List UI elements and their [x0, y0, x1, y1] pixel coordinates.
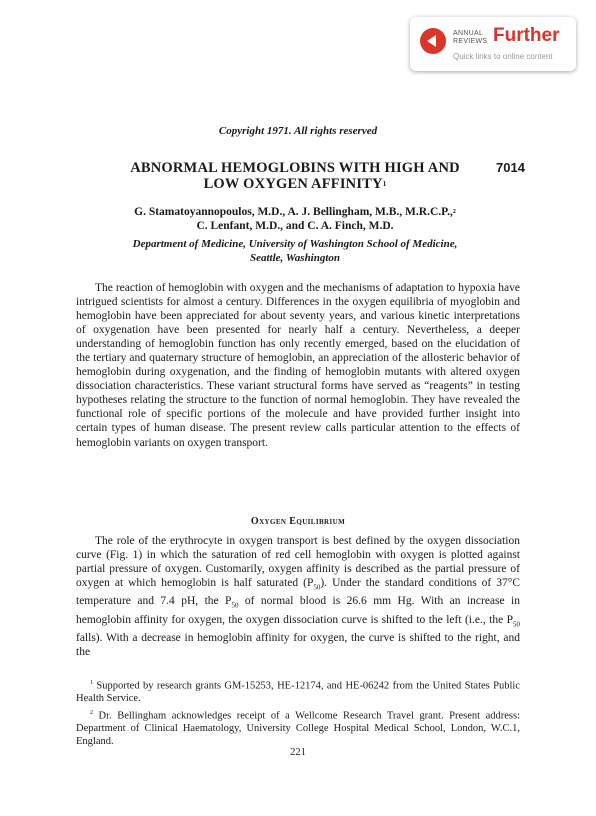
authors-line-2: C. Lenfant, M.D., and C. A. Finch, M.D.: [196, 220, 394, 232]
affiliation: [60, 237, 530, 265]
quick-links-text: Quick links to online content: [453, 52, 553, 61]
further-banner[interactable]: [410, 17, 576, 71]
oxygen-equilibrium-paragraph: [76, 534, 520, 659]
intro-paragraph: The reaction of hemoglobin with oxygen and the mechanisms of adaptation to hypoxia have intrigued scientists for almost a century. Differences in the oxygen equilibria of myoglobin and hemoglobin have been appreciated for about seventy years, and various kinetic interpretations of oxygenation have been presented for nearly half a century. Nevertheless, a deeper understanding of hemoglobin function has only recently emerged, based on the elucidation of the tertiary and quaternary structure of hemoglobin, an appreciation of the allosteric behavior of hemoglobin during oxygenation, and the finding of hemoglobin mutants with altered oxygen dissociation characteristics. These variant structural forms have served as “reagents” in testing hypotheses relating the structure to the function of normal hemoglobin. They have revealed the functional role of specific portions of the molecule and have provided further insight into certain types of human disease. The present review calls particular attention to the effects of hemoglobin variants on oxygen transport.: [76, 282, 520, 449]
title-line-2-wrap: [60, 176, 530, 192]
affiliation-line-1: Department of Medicine, University of Washington School of Medicine,: [132, 238, 458, 250]
p2-part-2: ). Under the standard conditions of 37°C temperature and 7.4 pH, the P: [76, 577, 520, 608]
authors-line-1: G. Stamatoyannopoulos, M.D., A. J. Bellingham, M.B., M.R.C.P.,: [134, 206, 453, 218]
further-label: Further: [493, 25, 560, 46]
footnote-2: [76, 707, 520, 748]
p50-subscript-3: 50: [513, 620, 520, 629]
p50-subscript-1: 50: [313, 583, 321, 592]
copyright-notice: Copyright 1971. All rights reserved: [218, 125, 378, 137]
article-title: [60, 160, 530, 192]
p2-part-1: The role of the erythrocyte in oxygen transport is best defined by the oxygen dissociation curve (Fig. 1) in which the saturation of red cell hemoglobin with oxygen is plotted against partial pressure of oxygen. Customarily, oxygen affinity is described as the partial pressure of oxygen at which hemoglobin is half saturated (P: [76, 535, 520, 590]
author-footnote-mark: 2: [452, 209, 456, 215]
author-list: [60, 205, 530, 233]
page-number: 221: [290, 747, 306, 758]
p2-part-4: falls). With a decrease in hemoglobin affinity for oxygen, the curve is shifted to the right, and the: [76, 632, 520, 659]
article-number: 7014: [496, 160, 525, 175]
brand-line-2: REVIEWS: [453, 38, 488, 45]
section-heading: Oxygen Equilibrium: [250, 516, 346, 527]
footnote-1-mark: 1: [90, 680, 93, 686]
footnote-2-text: Dr. Bellingham acknowledges receipt of a Wellcome Research Travel grant. Present address: Department of Clinical Haematology, University College Hospital Medical School, London, W.C.1, England.: [76, 710, 520, 747]
brand-line-1: ANNUAL: [453, 30, 484, 37]
authors-line-1-wrap: [60, 205, 530, 219]
p2-part-3: of normal blood is 26.6 mm Hg. With an increase in hemoglobin affinity for oxygen, the oxygen dissociation curve is shifted to the left (i.e., the P: [76, 595, 521, 626]
footnote-1: [76, 677, 520, 705]
arrow-left-circle-icon: [420, 28, 446, 54]
footnotes: [76, 677, 520, 750]
title-line-2: LOW OXYGEN AFFINITY: [203, 176, 383, 192]
p50-subscript-2: 50: [231, 601, 239, 610]
annual-reviews-brand: [453, 30, 487, 46]
footnote-1-text: Supported by research grants GM-15253, HE-12174, and HE-06242 from the United States Public Health Service.: [76, 680, 520, 704]
title-footnote-mark: 1: [382, 180, 387, 188]
footnote-2-mark: 2: [90, 710, 93, 717]
title-line-1: ABNORMAL HEMOGLOBINS WITH HIGH AND: [130, 160, 460, 176]
affiliation-line-2: Seattle, Washington: [249, 252, 341, 264]
